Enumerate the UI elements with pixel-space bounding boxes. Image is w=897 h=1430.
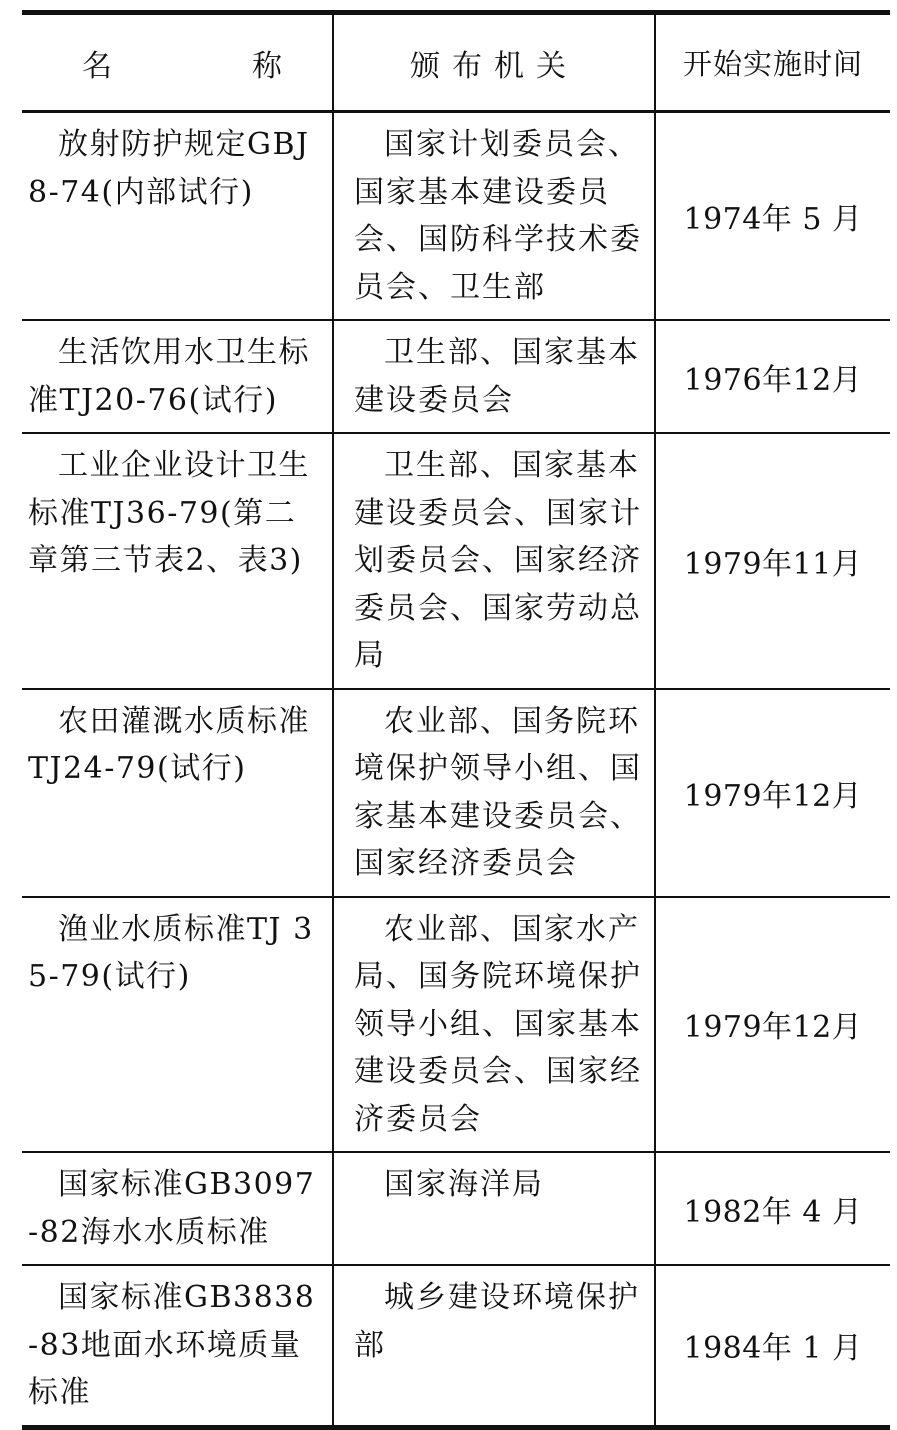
row-date-cell xyxy=(656,1266,890,1425)
row-date: 1974年 5 月 xyxy=(683,202,863,237)
row-name-cell xyxy=(22,321,334,434)
row-org: 卫生部、国家基本建设委员会 xyxy=(354,335,640,418)
row-org-cell xyxy=(334,1153,656,1266)
row-date: 1982年 4 月 xyxy=(683,1194,863,1230)
row-name: 生活饮用水卫生标准TJ20-76(试行) xyxy=(28,335,310,418)
row-date-cell xyxy=(656,1153,890,1266)
row-date: 1979年12月 xyxy=(683,778,863,814)
row-name: 国家标准GB3838-83地面水环境质量标准 xyxy=(28,1280,316,1410)
row-date: 1979年11月 xyxy=(683,546,863,582)
header-name-right: 称 xyxy=(252,48,282,84)
row-date-cell xyxy=(656,113,890,321)
row-org: 卫生部、国家基本建设委员会、国家计划委员会、国家经济委员会、国家劳动总局 xyxy=(354,448,642,673)
row-org: 农业部、国家水产局、国务院环境保护领导小组、国家基本建设委员会、国家经济委员会 xyxy=(354,911,642,1137)
row-org-cell xyxy=(334,113,656,321)
table-row xyxy=(22,1153,890,1266)
row-org-cell xyxy=(334,690,656,898)
row-name: 农田灌溉水质标准TJ24-79(试行) xyxy=(28,703,310,786)
row-org-cell xyxy=(334,898,656,1154)
row-name: 渔业水质标准TJ 35-79(试行) xyxy=(28,911,314,994)
row-org: 国家计划委员会、国家基本建设委员会、国防科学技术委员会、卫生部 xyxy=(354,127,642,305)
table-row xyxy=(22,898,890,1154)
row-name-cell xyxy=(22,898,334,1154)
row-date-cell xyxy=(656,898,890,1154)
row-name-cell xyxy=(22,113,334,321)
standards-table xyxy=(22,10,890,1430)
header-org: 颁布机关 xyxy=(334,15,656,113)
header-date: 开始实施时间 xyxy=(656,15,890,113)
header-name-left: 名 xyxy=(82,48,112,84)
row-date-cell xyxy=(656,690,890,898)
row-name: 国家标准GB3097-82海水水质标准 xyxy=(28,1167,316,1250)
row-org-cell xyxy=(334,1266,656,1425)
table-row xyxy=(22,1266,890,1425)
row-name-cell xyxy=(22,690,334,898)
row-date: 1976年12月 xyxy=(683,362,863,398)
row-name-cell xyxy=(22,1153,334,1266)
table-header xyxy=(22,15,890,113)
table-row xyxy=(22,321,890,434)
row-name: 放射防护规定GBJ 8-74(内部试行) xyxy=(28,127,310,210)
row-org-cell xyxy=(334,434,656,690)
row-org: 国家海洋局 xyxy=(384,1167,544,1202)
row-date-cell xyxy=(656,434,890,690)
row-name: 工业企业设计卫生标准TJ36-79(第二章第三节表2、表3) xyxy=(28,448,310,578)
table-row xyxy=(22,690,890,898)
table-row xyxy=(22,113,890,321)
row-org: 农业部、国务院环境保护领导小组、国家基本建设委员会、国家经济委员会 xyxy=(354,703,642,881)
row-name-cell xyxy=(22,1266,334,1425)
row-date: 1984年 1 月 xyxy=(683,1331,863,1367)
row-date-cell xyxy=(656,321,890,434)
header-name xyxy=(22,15,334,113)
row-name-cell xyxy=(22,434,334,690)
row-org-cell xyxy=(334,321,656,434)
table-row xyxy=(22,434,890,690)
row-date: 1979年12月 xyxy=(683,1010,863,1046)
row-org: 城乡建设环境保护部 xyxy=(354,1280,640,1363)
